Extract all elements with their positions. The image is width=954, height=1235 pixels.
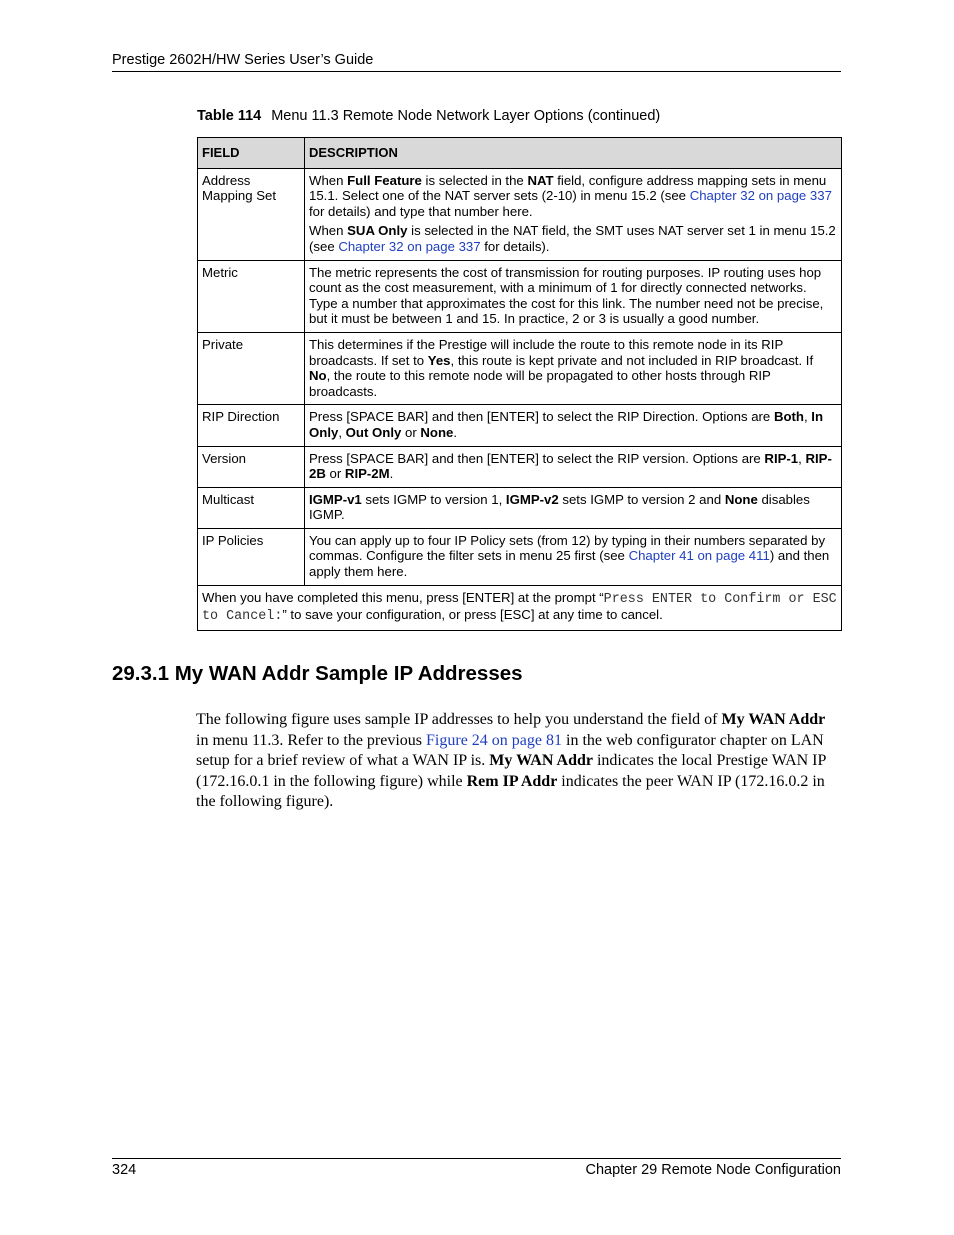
chapter-link[interactable]: Chapter 32 on page 337	[338, 238, 481, 254]
field-cell: IP Policies	[198, 528, 305, 585]
table-title: Menu 11.3 Remote Node Network Layer Options (continued)	[271, 108, 661, 124]
body-paragraph: The following figure uses sample IP addresses to help you understand the field of My WAN Addr in menu 11.3. Refer to the previous Figure 24 on page 81 in the web configurator chapter on LAN setup for a brief review of what a WAN IP is. My WAN Addr indicates the local Prestige WAN IP (172.16.0.1 in the following figure) while Rem IP Addr indicates the peer WAN IP (172.16.0.2 in the following figure).	[196, 711, 826, 810]
description-cell: When Full Feature is selected in the NAT field, configure address mapping sets in menu 15.1. Select one of the NAT server sets (2-10) in menu 15.2 (see Chapter 32 on page 337 for details) and type that number here. When SUA Only is selected in the NAT field, the SMT uses NAT server set 1 in menu 15.2 (see Chapter 32 on page 337 for details).	[305, 168, 842, 260]
table-header-row	[198, 138, 842, 169]
field-cell: Metric	[198, 260, 305, 332]
figure-link[interactable]: Figure 24 on page 81	[426, 731, 563, 749]
table-note-row	[198, 585, 842, 630]
table-row	[198, 487, 842, 528]
description-cell: The metric represents the cost of transmission for routing purposes. IP routing uses hop count as the cost measurement, with a minimum of 1 for directly connected networks. Type a number that approximates the cost for this link. The number need not be precise, but it must be between 1 and 15. In practice, 2 or 3 is usually a good number.	[305, 260, 842, 332]
table-number: Table 114	[197, 108, 262, 124]
table-row	[198, 168, 842, 260]
field-cell: Private	[198, 332, 305, 404]
table-row	[198, 260, 842, 332]
chapter-link[interactable]: Chapter 41 on page 411	[628, 548, 770, 564]
description-cell: Press [SPACE BAR] and then [ENTER] to select the RIP version. Options are RIP-1, RIP-2B or RIP-2M.	[305, 446, 842, 487]
table-row	[198, 405, 842, 446]
field-cell: Multicast	[198, 487, 305, 528]
field-column-header: FIELD	[198, 138, 305, 169]
chapter-link[interactable]: Chapter 32 on page 337	[689, 188, 832, 204]
table-note: When you have completed this menu, press [ENTER] at the prompt “Press ENTER to Confirm or ESC to Cancel:” to save your configuration, or press [ESC] at any time to cancel.	[198, 585, 842, 630]
table-caption	[197, 108, 660, 124]
table-row	[198, 332, 842, 404]
description-cell: IGMP-v1 sets IGMP to version 1, IGMP-v2 sets IGMP to version 2 and None disables IGMP.	[305, 487, 842, 528]
description-cell: Press [SPACE BAR] and then [ENTER] to select the RIP Direction. Options are Both, In Only, Out Only or None.	[305, 405, 842, 446]
description-cell: You can apply up to four IP Policy sets (from 12) by typing in their numbers separated by commas. Configure the filter sets in menu 25 first (see Chapter 41 on page 411) and then apply them here.	[305, 528, 842, 585]
prompt-code: Press ENTER to Confirm or ESC to Cancel:	[202, 591, 837, 625]
description-column-header: DESCRIPTION	[305, 138, 842, 169]
description-cell: This determines if the Prestige will include the route to this remote node in its RIP broadcasts. If set to Yes, this route is kept private and not included in RIP broadcast. If No, the route to this remote node will be propagated to other hosts through RIP broadcasts.	[305, 332, 842, 404]
field-cell: Address Mapping Set	[198, 168, 305, 260]
page-number: 324	[112, 1162, 137, 1178]
options-table	[197, 137, 842, 631]
footer-rule	[112, 1158, 841, 1159]
field-cell: Version	[198, 446, 305, 487]
section-heading: 29.3.1 My WAN Addr Sample IP Addresses	[112, 662, 523, 685]
header-rule	[112, 71, 841, 72]
footer-chapter-title: Chapter 29 Remote Node Configuration	[585, 1162, 841, 1178]
table-row	[198, 528, 842, 585]
running-header: Prestige 2602H/HW Series User’s Guide	[112, 52, 374, 68]
table-row	[198, 446, 842, 487]
field-cell: RIP Direction	[198, 405, 305, 446]
